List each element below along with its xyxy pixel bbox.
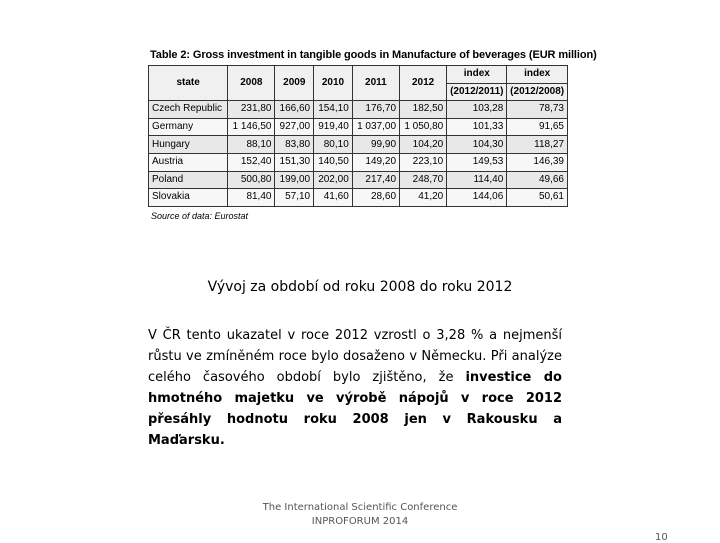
cell-value: 223,10	[400, 153, 447, 171]
cell-value: 1 050,80	[400, 118, 447, 136]
header-year: 2011	[352, 66, 399, 101]
cell-state: Germany	[149, 118, 228, 136]
cell-value: 118,27	[507, 136, 568, 154]
cell-value: 80,10	[314, 136, 353, 154]
footer-line-2: INPROFORUM 2014	[311, 516, 409, 527]
cell-value: 41,20	[400, 189, 447, 207]
investment-table	[148, 65, 568, 207]
table-body	[149, 101, 568, 207]
body-paragraph	[148, 325, 562, 451]
table-row	[149, 171, 568, 189]
header-year: 2008	[228, 66, 275, 101]
cell-value: 104,30	[447, 136, 507, 154]
cell-value: 140,50	[314, 153, 353, 171]
cell-value: 500,80	[228, 171, 275, 189]
table-figure	[148, 48, 597, 238]
cell-value: 182,50	[400, 101, 447, 119]
cell-state: Poland	[149, 171, 228, 189]
cell-value: 104,20	[400, 136, 447, 154]
cell-value: 81,40	[228, 189, 275, 207]
cell-value: 114,40	[447, 171, 507, 189]
table-row	[149, 118, 568, 136]
cell-value: 146,39	[507, 153, 568, 171]
table-row	[149, 136, 568, 154]
cell-value: 99,90	[352, 136, 399, 154]
cell-value: 248,70	[400, 171, 447, 189]
cell-value: 91,65	[507, 118, 568, 136]
table-source-note: Source of data: Eurostat	[151, 210, 249, 221]
header-index-range: (2012/2011)	[447, 83, 507, 101]
cell-value: 919,40	[314, 118, 353, 136]
table-row	[149, 189, 568, 207]
cell-value: 199,00	[275, 171, 314, 189]
cell-value: 927,00	[275, 118, 314, 136]
paragraph-bold-text: investice do hmotného majetku ve výrobě nápojů v roce 2012 přesáhly hodnotu roku 2008 jen v Rakousku a Maďarsku.	[148, 370, 562, 448]
cell-value: 41,60	[314, 189, 353, 207]
header-index-range: (2012/2008)	[507, 83, 568, 101]
cell-value: 1 146,50	[228, 118, 275, 136]
cell-state: Slovakia	[149, 189, 228, 207]
paragraph-normal-text: V ČR tento ukazatel v roce 2012 vzrostl o 3,28 % a nejmenší růstu ve zmíněném roce bylo dosaženo v Německu. Při analýze celého časového období bylo zjištěno, že	[148, 328, 562, 385]
cell-value: 217,40	[352, 171, 399, 189]
cell-state: Austria	[149, 153, 228, 171]
cell-value: 149,20	[352, 153, 399, 171]
cell-value: 202,00	[314, 171, 353, 189]
cell-value: 152,40	[228, 153, 275, 171]
header-year: 2009	[275, 66, 314, 101]
cell-value: 231,80	[228, 101, 275, 119]
header-year: 2010	[314, 66, 353, 101]
cell-value: 28,60	[352, 189, 399, 207]
cell-state: Czech Republic	[149, 101, 228, 119]
table-row	[149, 153, 568, 171]
cell-value: 103,28	[447, 101, 507, 119]
footer-line-1: The International Scientific Conference	[262, 502, 458, 513]
cell-value: 50,61	[507, 189, 568, 207]
table-header-row-top	[149, 66, 568, 84]
cell-state: Hungary	[149, 136, 228, 154]
cell-value: 78,73	[507, 101, 568, 119]
header-state: state	[149, 66, 228, 101]
cell-value: 151,30	[275, 153, 314, 171]
section-heading: Vývoj za období od roku 2008 do roku 2012	[207, 279, 513, 295]
cell-value: 101,33	[447, 118, 507, 136]
cell-value: 57,10	[275, 189, 314, 207]
cell-value: 83,80	[275, 136, 314, 154]
cell-value: 166,60	[275, 101, 314, 119]
header-index-label: index	[447, 66, 507, 84]
footer-conference	[250, 501, 470, 529]
cell-value: 49,66	[507, 171, 568, 189]
table-row	[149, 101, 568, 119]
cell-value: 176,70	[352, 101, 399, 119]
cell-value: 154,10	[314, 101, 353, 119]
page-number: 10	[655, 532, 668, 543]
cell-value: 1 037,00	[352, 118, 399, 136]
header-year: 2012	[400, 66, 447, 101]
cell-value: 88,10	[228, 136, 275, 154]
cell-value: 144,06	[447, 189, 507, 207]
header-index-label: index	[507, 66, 568, 84]
cell-value: 149,53	[447, 153, 507, 171]
table-title: Table 2: Gross investment in tangible goods in Manufacture of beverages (EUR million)	[150, 49, 597, 61]
